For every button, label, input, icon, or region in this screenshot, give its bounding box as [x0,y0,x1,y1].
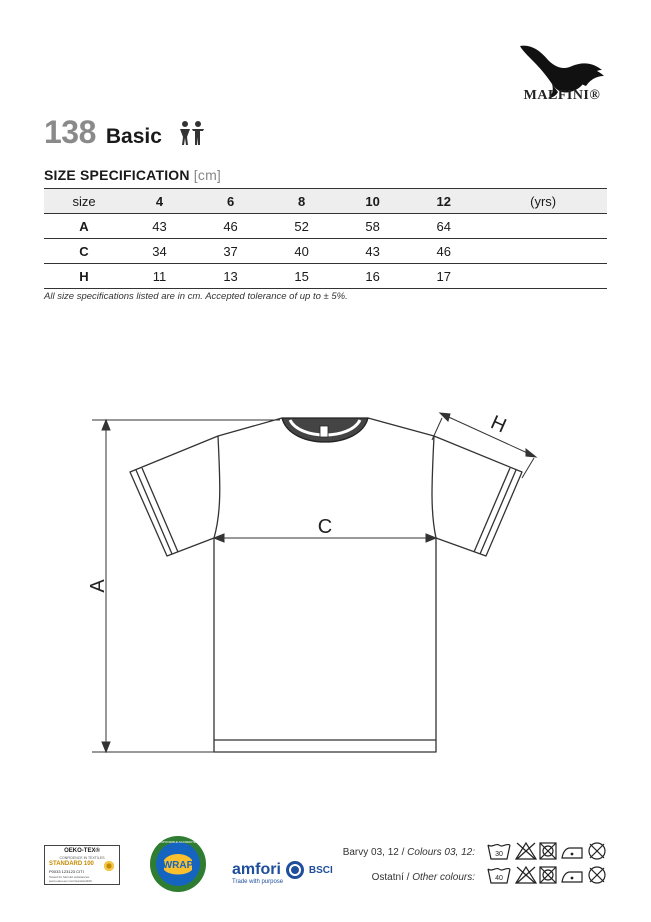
no-tumble-dry-icon [540,867,556,883]
no-tumble-dry-icon [540,843,556,859]
table-cell: 64 [408,214,479,239]
dimension-c-label: C [317,516,333,538]
care-label-italic: Other colours: [412,872,475,883]
spec-unit: [cm] [193,167,222,183]
wash-temp: 30 [495,851,503,858]
table-cell-empty [479,239,607,264]
oeko-number: P0033 123123 CITI [49,869,84,874]
care-symbols-row-2 [486,864,610,886]
product-code: 138 [44,114,96,150]
table-cell: 52 [266,214,337,239]
oeko-title: OEKO-TEX® [64,848,100,854]
care-label-other-colours [340,872,475,883]
table-cell: 15 [266,264,337,289]
oeko-flower-icon [103,860,115,872]
row-label: C [44,239,124,264]
table-cell-empty [479,214,607,239]
no-bleach-icon [516,867,536,883]
wrap-ring-text: WORLDWIDE RESPONSIBLE ACCREDITED PRODUCTION [136,840,220,844]
wash-temp: 40 [495,875,503,882]
tshirt-drawing [0,380,651,780]
header-unit: (yrs) [479,189,607,214]
kids-icon [177,120,207,146]
wrap-seal-logo [136,834,220,894]
row-label: A [44,214,124,239]
amfori-mark-icon [285,860,305,880]
table-row [44,239,607,264]
table-cell: 46 [408,239,479,264]
table-cell: 46 [195,214,266,239]
care-label-colours-03-12 [340,847,475,858]
size-table-header [44,189,607,214]
header-size: 8 [266,189,337,214]
amfori-tagline: Trade with purpose [232,879,284,885]
table-cell-empty [479,264,607,289]
no-dry-clean-icon [589,867,605,883]
dimension-h-label: H [487,411,510,438]
table-cell: 43 [337,239,408,264]
dimension-h [432,413,536,478]
amfori-bsci-logo [232,860,333,885]
no-bleach-icon [516,843,536,859]
spec-title: SIZE SPECIFICATION [44,167,190,183]
amfori-name: amfori [232,861,281,878]
header-size: 12 [408,189,479,214]
amfori-bsci: BSCI [308,864,333,876]
iron-icon [562,872,582,882]
care-label-italic: Colours 03, 12: [407,847,475,858]
wrap-label: WRAP [162,860,194,871]
table-row [44,264,607,289]
tshirt-outline [130,418,522,752]
table-cell: 17 [408,264,479,289]
table-cell: 43 [124,214,195,239]
care-symbols-row-1 [486,840,610,862]
tolerance-note: All size specifications listed are in cm. Accepted tolerance of up to ± 5%. [44,291,348,302]
dimension-a-label: A [87,579,109,593]
table-cell: 13 [195,264,266,289]
row-label: H [44,264,124,289]
header-size: 6 [195,189,266,214]
header-size: 4 [124,189,195,214]
size-table [44,188,607,289]
dimension-a [92,420,280,752]
care-label-prefix: Ostatní / [371,872,413,883]
header-label: size [44,189,124,214]
product-name: Basic [105,125,162,148]
product-title [44,114,162,154]
oeko-subtitle: CONFIDENCE IN TEXTILES [59,856,105,860]
table-cell: 11 [124,264,195,289]
table-cell: 37 [195,239,266,264]
iron-icon [562,848,582,858]
spec-heading [44,167,221,183]
oeko-text: Tested for harmful substances. www.oeko-tex.com/standard100 [49,875,92,883]
no-dry-clean-icon [589,843,605,859]
oeko-standard: STANDARD 100 [49,861,94,867]
table-cell: 40 [266,239,337,264]
header-size: 10 [337,189,408,214]
table-row [44,214,607,239]
table-cell: 58 [337,214,408,239]
care-label-prefix: Barvy 03, 12 / [342,847,408,858]
table-cell: 16 [337,264,408,289]
oeko-tex-badge [44,845,120,885]
table-cell: 34 [124,239,195,264]
brand-wordmark: MALFINI® [523,88,601,103]
